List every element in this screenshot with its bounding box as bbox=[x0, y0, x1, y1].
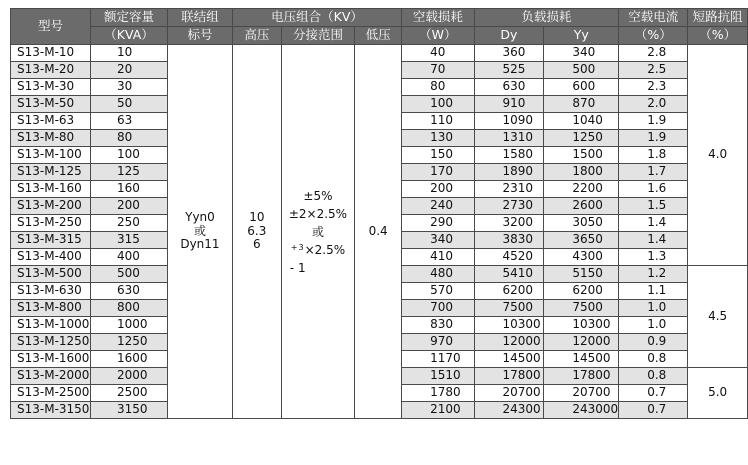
noload-loss-cell: 40 bbox=[402, 45, 474, 62]
header-tap: 分接范围 bbox=[281, 27, 354, 45]
tap-three-mark: 3 bbox=[298, 242, 304, 252]
model-cell: S13-M-400 bbox=[11, 249, 91, 266]
header-lv: 低压 bbox=[355, 27, 402, 45]
load-loss-yy-cell: 600 bbox=[544, 79, 619, 96]
tap-line-1: ±5% bbox=[303, 188, 333, 203]
group-line-3: Dyn11 bbox=[180, 237, 220, 252]
capacity-cell: 30 bbox=[90, 79, 167, 96]
tap-line-5: - 1 bbox=[289, 260, 306, 275]
load-loss-dy-cell: 2310 bbox=[474, 181, 544, 198]
model-cell: S13-M-2000 bbox=[11, 368, 91, 385]
header-noload-loss: 空载损耗 bbox=[402, 9, 474, 27]
noload-loss-cell: 410 bbox=[402, 249, 474, 266]
load-loss-dy-cell: 3200 bbox=[474, 215, 544, 232]
noload-loss-cell: 110 bbox=[402, 113, 474, 130]
group-line-2: 或 bbox=[193, 223, 206, 238]
model-cell: S13-M-250 bbox=[11, 215, 91, 232]
noload-loss-cell: 2100 bbox=[402, 402, 474, 419]
load-loss-dy-cell: 910 bbox=[474, 96, 544, 113]
noload-loss-cell: 570 bbox=[402, 283, 474, 300]
load-loss-dy-cell: 7500 bbox=[474, 300, 544, 317]
tap-line-3: 或 bbox=[311, 224, 324, 239]
load-loss-yy-cell: 1800 bbox=[544, 164, 619, 181]
noload-loss-cell: 340 bbox=[402, 232, 474, 249]
noload-loss-cell: 240 bbox=[402, 198, 474, 215]
model-cell: S13-M-10 bbox=[11, 45, 91, 62]
header-impedance: 短路抗阻 bbox=[688, 9, 748, 27]
tap-line-2: ±2×2.5% bbox=[288, 206, 348, 221]
load-loss-yy-cell: 10300 bbox=[544, 317, 619, 334]
load-loss-dy-cell: 2730 bbox=[474, 198, 544, 215]
hv-line-1: 10 bbox=[249, 209, 265, 224]
noload-current-cell: 1.6 bbox=[619, 181, 688, 198]
capacity-cell: 630 bbox=[90, 283, 167, 300]
header-model: 型号 bbox=[11, 9, 91, 45]
model-cell: S13-M-1250 bbox=[11, 334, 91, 351]
model-cell: S13-M-100 bbox=[11, 147, 91, 164]
noload-current-cell: 1.9 bbox=[619, 113, 688, 130]
transformer-spec-table bbox=[10, 8, 748, 419]
load-loss-yy-cell: 3050 bbox=[544, 215, 619, 232]
load-loss-dy-cell: 10300 bbox=[474, 317, 544, 334]
header-capacity: 额定容量 bbox=[90, 9, 167, 27]
header-noload-current-unit: （%） bbox=[619, 27, 688, 45]
noload-loss-cell: 290 bbox=[402, 215, 474, 232]
model-cell: S13-M-630 bbox=[11, 283, 91, 300]
model-cell: S13-M-1600 bbox=[11, 351, 91, 368]
hv-line-2: 6.3 bbox=[247, 223, 267, 238]
model-cell: S13-M-1000 bbox=[11, 317, 91, 334]
noload-loss-cell: 200 bbox=[402, 181, 474, 198]
header-row-1 bbox=[11, 9, 748, 27]
noload-loss-cell: 100 bbox=[402, 96, 474, 113]
noload-loss-cell: 1780 bbox=[402, 385, 474, 402]
high-voltage-cell bbox=[232, 45, 281, 419]
noload-current-cell: 2.5 bbox=[619, 62, 688, 79]
tap-step: ×2.5% bbox=[304, 242, 346, 257]
tap-line-4 bbox=[282, 241, 354, 259]
model-cell: S13-M-125 bbox=[11, 164, 91, 181]
load-loss-dy-cell: 6200 bbox=[474, 283, 544, 300]
header-group-sub: 标号 bbox=[168, 27, 233, 45]
header-load-yy: Yy bbox=[544, 27, 619, 45]
header-noload-current: 空载电流 bbox=[619, 9, 688, 27]
load-loss-dy-cell: 1890 bbox=[474, 164, 544, 181]
load-loss-yy-cell: 1500 bbox=[544, 147, 619, 164]
tap-plus-mark: + bbox=[290, 242, 298, 252]
noload-loss-cell: 70 bbox=[402, 62, 474, 79]
noload-current-cell: 0.9 bbox=[619, 334, 688, 351]
noload-loss-cell: 1510 bbox=[402, 368, 474, 385]
load-loss-yy-cell: 2200 bbox=[544, 181, 619, 198]
capacity-cell: 500 bbox=[90, 266, 167, 283]
load-loss-yy-cell: 14500 bbox=[544, 351, 619, 368]
header-hv: 高压 bbox=[232, 27, 281, 45]
load-loss-yy-cell: 7500 bbox=[544, 300, 619, 317]
low-voltage-cell: 0.4 bbox=[355, 45, 402, 419]
load-loss-yy-cell: 1040 bbox=[544, 113, 619, 130]
capacity-cell: 1600 bbox=[90, 351, 167, 368]
capacity-cell: 80 bbox=[90, 130, 167, 147]
capacity-cell: 160 bbox=[90, 181, 167, 198]
load-loss-dy-cell: 1580 bbox=[474, 147, 544, 164]
noload-current-cell: 1.1 bbox=[619, 283, 688, 300]
model-cell: S13-M-80 bbox=[11, 130, 91, 147]
load-loss-dy-cell: 20700 bbox=[474, 385, 544, 402]
model-cell: S13-M-500 bbox=[11, 266, 91, 283]
load-loss-dy-cell: 4520 bbox=[474, 249, 544, 266]
load-loss-dy-cell: 525 bbox=[474, 62, 544, 79]
impedance-cell: 4.5 bbox=[688, 266, 748, 368]
noload-current-cell: 1.2 bbox=[619, 266, 688, 283]
header-voltage: 电压组合（KV） bbox=[232, 9, 401, 27]
capacity-cell: 250 bbox=[90, 215, 167, 232]
noload-loss-cell: 480 bbox=[402, 266, 474, 283]
noload-current-cell: 0.7 bbox=[619, 385, 688, 402]
capacity-cell: 50 bbox=[90, 96, 167, 113]
model-cell: S13-M-800 bbox=[11, 300, 91, 317]
noload-loss-cell: 130 bbox=[402, 130, 474, 147]
load-loss-yy-cell: 5150 bbox=[544, 266, 619, 283]
capacity-cell: 800 bbox=[90, 300, 167, 317]
load-loss-dy-cell: 360 bbox=[474, 45, 544, 62]
noload-current-cell: 0.8 bbox=[619, 368, 688, 385]
noload-loss-cell: 150 bbox=[402, 147, 474, 164]
load-loss-dy-cell: 24300 bbox=[474, 402, 544, 419]
group-line-1: Yyn0 bbox=[185, 209, 215, 224]
noload-loss-cell: 80 bbox=[402, 79, 474, 96]
capacity-cell: 400 bbox=[90, 249, 167, 266]
table-row bbox=[11, 45, 748, 62]
load-loss-dy-cell: 1310 bbox=[474, 130, 544, 147]
tap-range-cell bbox=[281, 45, 354, 419]
capacity-cell: 1000 bbox=[90, 317, 167, 334]
noload-current-cell: 1.0 bbox=[619, 317, 688, 334]
noload-current-cell: 1.0 bbox=[619, 300, 688, 317]
hv-line-3: 6 bbox=[253, 237, 261, 252]
header-impedance-unit: （%） bbox=[688, 27, 748, 45]
load-loss-yy-cell: 500 bbox=[544, 62, 619, 79]
capacity-cell: 125 bbox=[90, 164, 167, 181]
capacity-cell: 20 bbox=[90, 62, 167, 79]
impedance-cell: 4.0 bbox=[688, 45, 748, 266]
capacity-cell: 10 bbox=[90, 45, 167, 62]
load-loss-dy-cell: 3830 bbox=[474, 232, 544, 249]
load-loss-yy-cell: 12000 bbox=[544, 334, 619, 351]
model-cell: S13-M-2500 bbox=[11, 385, 91, 402]
capacity-cell: 63 bbox=[90, 113, 167, 130]
noload-current-cell: 1.5 bbox=[619, 198, 688, 215]
capacity-cell: 1250 bbox=[90, 334, 167, 351]
model-cell: S13-M-315 bbox=[11, 232, 91, 249]
load-loss-yy-cell: 17800 bbox=[544, 368, 619, 385]
noload-current-cell: 1.3 bbox=[619, 249, 688, 266]
noload-current-cell: 2.0 bbox=[619, 96, 688, 113]
header-capacity-unit: （KVA） bbox=[90, 27, 167, 45]
load-loss-dy-cell: 1090 bbox=[474, 113, 544, 130]
model-cell: S13-M-160 bbox=[11, 181, 91, 198]
impedance-cell: 5.0 bbox=[688, 368, 748, 419]
capacity-cell: 2000 bbox=[90, 368, 167, 385]
noload-current-cell: 1.4 bbox=[619, 215, 688, 232]
noload-loss-cell: 700 bbox=[402, 300, 474, 317]
capacity-cell: 2500 bbox=[90, 385, 167, 402]
load-loss-yy-cell: 3650 bbox=[544, 232, 619, 249]
load-loss-yy-cell: 6200 bbox=[544, 283, 619, 300]
noload-current-cell: 1.4 bbox=[619, 232, 688, 249]
header-load-loss: 负载损耗 bbox=[474, 9, 619, 27]
load-loss-dy-cell: 5410 bbox=[474, 266, 544, 283]
load-loss-yy-cell: 2600 bbox=[544, 198, 619, 215]
load-loss-dy-cell: 630 bbox=[474, 79, 544, 96]
noload-loss-cell: 830 bbox=[402, 317, 474, 334]
model-cell: S13-M-30 bbox=[11, 79, 91, 96]
model-cell: S13-M-20 bbox=[11, 62, 91, 79]
noload-current-cell: 2.3 bbox=[619, 79, 688, 96]
noload-loss-cell: 1170 bbox=[402, 351, 474, 368]
noload-current-cell: 1.7 bbox=[619, 164, 688, 181]
model-cell: S13-M-3150 bbox=[11, 402, 91, 419]
header-noload-loss-unit: （W） bbox=[402, 27, 474, 45]
capacity-cell: 100 bbox=[90, 147, 167, 164]
model-cell: S13-M-50 bbox=[11, 96, 91, 113]
load-loss-yy-cell: 1250 bbox=[544, 130, 619, 147]
connection-group-cell bbox=[168, 45, 233, 419]
noload-current-cell: 1.8 bbox=[619, 147, 688, 164]
noload-loss-cell: 970 bbox=[402, 334, 474, 351]
header-row-2 bbox=[11, 27, 748, 45]
header-load-dy: Dy bbox=[474, 27, 544, 45]
noload-current-cell: 0.7 bbox=[619, 402, 688, 419]
load-loss-dy-cell: 14500 bbox=[474, 351, 544, 368]
load-loss-yy-cell: 870 bbox=[544, 96, 619, 113]
load-loss-yy-cell: 340 bbox=[544, 45, 619, 62]
noload-loss-cell: 170 bbox=[402, 164, 474, 181]
load-loss-yy-cell: 20700 bbox=[544, 385, 619, 402]
load-loss-yy-cell: 4300 bbox=[544, 249, 619, 266]
noload-current-cell: 1.9 bbox=[619, 130, 688, 147]
load-loss-dy-cell: 17800 bbox=[474, 368, 544, 385]
capacity-cell: 315 bbox=[90, 232, 167, 249]
spec-table-container bbox=[10, 8, 748, 419]
noload-current-cell: 2.8 bbox=[619, 45, 688, 62]
load-loss-dy-cell: 12000 bbox=[474, 334, 544, 351]
noload-current-cell: 0.8 bbox=[619, 351, 688, 368]
capacity-cell: 200 bbox=[90, 198, 167, 215]
load-loss-yy-cell: 243000 bbox=[544, 402, 619, 419]
model-cell: S13-M-63 bbox=[11, 113, 91, 130]
header-group: 联结组 bbox=[168, 9, 233, 27]
capacity-cell: 3150 bbox=[90, 402, 167, 419]
model-cell: S13-M-200 bbox=[11, 198, 91, 215]
